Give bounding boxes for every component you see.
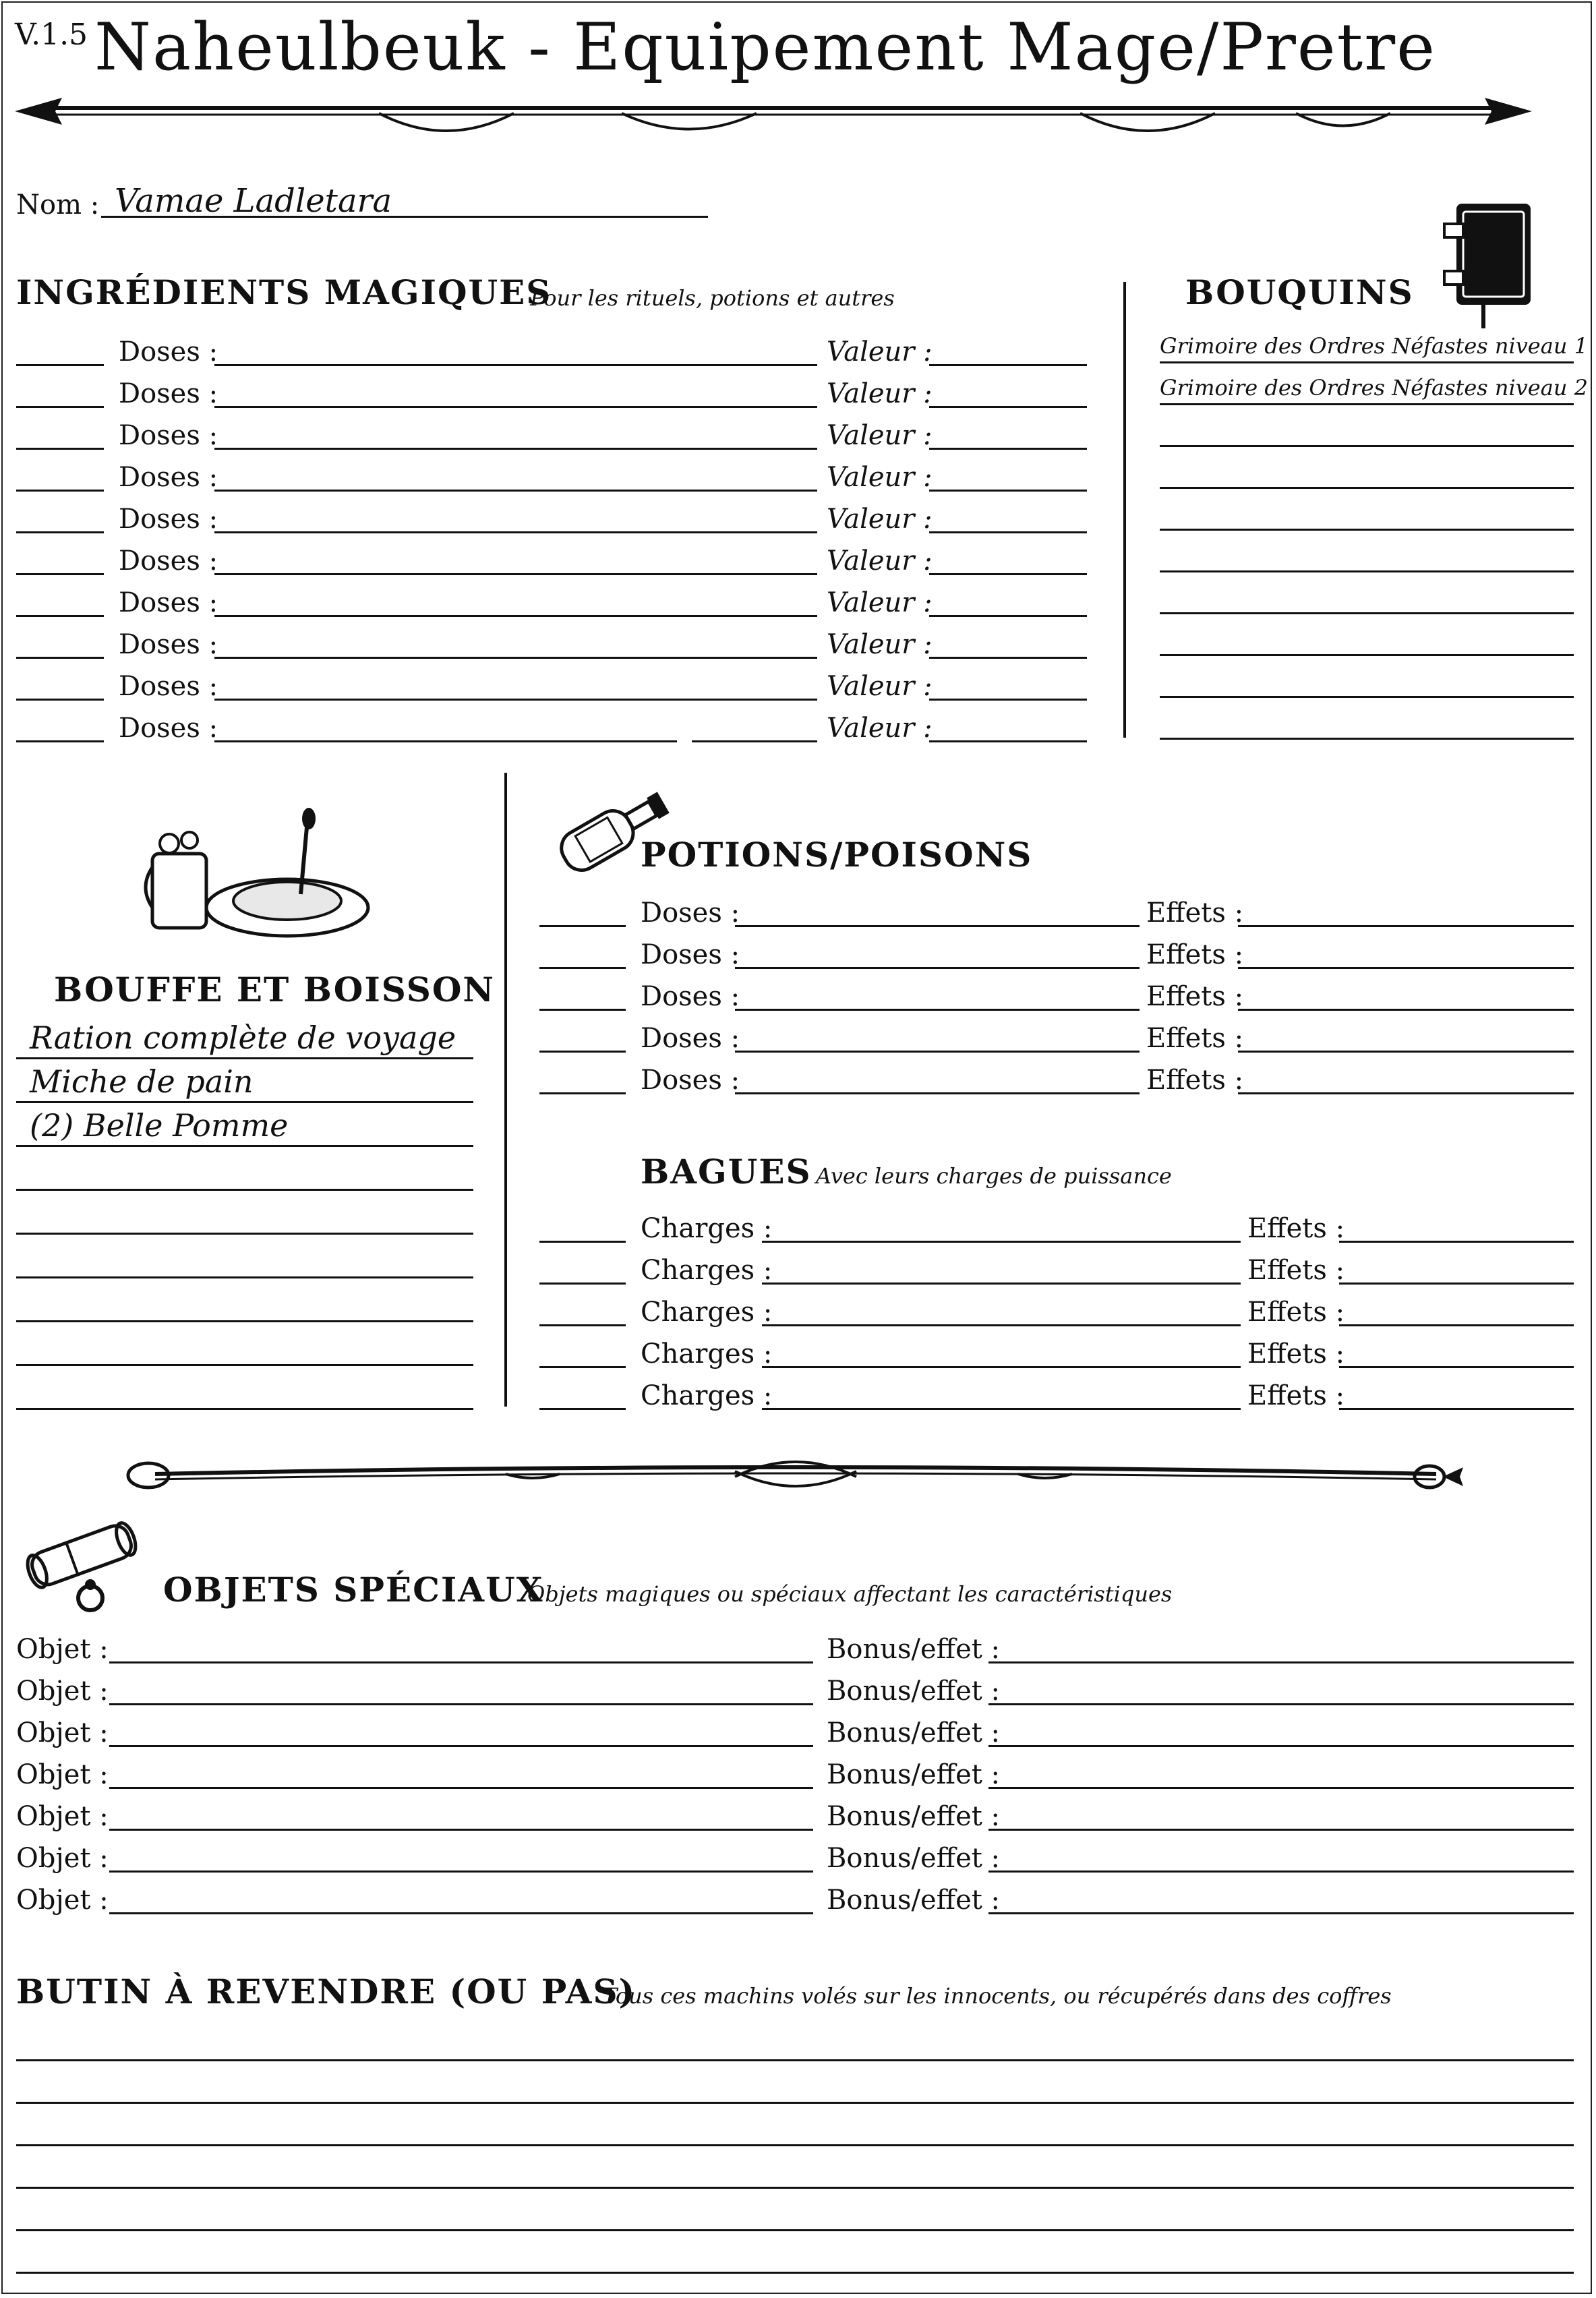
ingredient-doses-label: Doses : [119,378,218,409]
potion-qty-field[interactable] [539,1009,626,1011]
book-icon [1436,197,1544,332]
bouffe-line [16,1408,473,1410]
ingredient-doses-label: Doses : [119,546,218,577]
ingredient-valeur-label: Valeur : [827,713,933,744]
ingredient-valeur-label: Valeur : [827,378,933,409]
butin-title: BUTIN À REVENDRE (OU PAS) [16,1972,637,2011]
potion-doses-label: Doses : [641,939,740,970]
bague-qty-field[interactable] [539,1324,626,1326]
objet-field[interactable] [109,1703,813,1705]
objet-label: Objet : [16,1634,109,1665]
bagues-subtitle: Avec leurs charges de puissance [816,1163,1172,1189]
ingredient-valeur-label: Valeur : [827,671,933,702]
ingredient-qty-field[interactable] [16,531,104,533]
ingredient-name-field[interactable] [214,448,817,450]
bague-effets-label: Effets : [1247,1380,1345,1411]
objet-field[interactable] [109,1829,813,1831]
bague-effets-label: Effets : [1247,1297,1345,1328]
ingredient-doses-label: Doses : [119,462,218,493]
ingredient-valeur-label: Valeur : [827,546,933,577]
potion-qty-field[interactable] [539,1051,626,1053]
bague-name-field[interactable] [762,1283,1241,1285]
ingredient-name-field[interactable] [214,406,817,408]
objet-field[interactable] [109,1870,813,1873]
objet-bonus-field[interactable] [988,1870,1574,1873]
ingredient-qty-field[interactable] [16,406,104,408]
objet-bonus-field[interactable] [988,1912,1574,1914]
ingredient-doses-label: Doses : [119,504,218,535]
bague-charges-label: Charges : [641,1255,773,1286]
ingredient-valeur-field[interactable] [929,531,1087,533]
spear-divider-icon [15,88,1532,148]
bague-name-field[interactable] [762,1324,1241,1326]
bague-name-field[interactable] [762,1241,1241,1243]
ingredient-name-field[interactable] [214,531,817,533]
bague-qty-field[interactable] [539,1241,626,1243]
objet-label: Objet : [16,1759,109,1790]
potion-effets-field[interactable] [1238,1051,1574,1053]
objet-label: Objet : [16,1885,109,1916]
bague-effets-field[interactable] [1339,1408,1574,1410]
ingredient-valeur-field[interactable] [929,406,1087,408]
bouffe-item[interactable]: (2) Belle Pomme [30,1107,289,1144]
potion-name-field[interactable] [735,967,1140,969]
objet-bonus-label: Bonus/effet : [827,1717,1001,1748]
objet-field[interactable] [109,1787,813,1789]
ingredient-qty-field[interactable] [16,657,104,659]
bouquin-line [1160,445,1574,447]
potion-effets-field[interactable] [1238,1009,1574,1011]
bouquin-line [1160,361,1574,363]
ingredient-name-field-2[interactable] [692,740,817,742]
ingredient-doses-label: Doses : [119,336,218,367]
potion-name-field[interactable] [735,1092,1140,1094]
bouquin-line [1160,654,1574,656]
objet-bonus-label: Bonus/effet : [827,1885,1001,1916]
bague-charges-label: Charges : [641,1380,773,1411]
ingredient-qty-field[interactable] [16,740,104,742]
potion-effets-label: Effets : [1146,981,1244,1012]
ingredient-valeur-field[interactable] [929,657,1087,659]
ingredient-valeur-field[interactable] [929,615,1087,617]
name-underline [101,216,708,218]
ingredient-qty-field[interactable] [16,490,104,492]
objet-label: Objet : [16,1843,109,1874]
ingredient-doses-label: Doses : [119,671,218,702]
column-divider-2 [504,773,507,1407]
bague-name-field[interactable] [762,1366,1241,1368]
bouquin-line [1160,738,1574,740]
potion-effets-label: Effets : [1146,939,1244,970]
name-value[interactable]: Vamae Ladletara [115,182,392,220]
potion-name-field[interactable] [735,925,1140,927]
objet-bonus-label: Bonus/effet : [827,1801,1001,1832]
butin-line[interactable] [16,2229,1574,2231]
objet-bonus-field[interactable] [988,1661,1574,1663]
ingredients-subtitle: Pour les rituels, potions et autres [530,285,895,311]
bouquins-title: BOUQUINS [1185,272,1414,312]
staff-divider-icon [128,1447,1463,1501]
food-icon [139,806,375,941]
ingredient-doses-label: Doses : [119,587,218,618]
ingredient-valeur-field[interactable] [929,573,1087,575]
butin-line[interactable] [16,2144,1574,2146]
potions-title: POTIONS/POISONS [641,835,1033,875]
bouquin-line [1160,487,1574,489]
objet-field[interactable] [109,1745,813,1747]
potion-effets-field[interactable] [1238,925,1574,927]
bouffe-line [16,1189,473,1191]
ingredient-doses-label: Doses : [119,629,218,660]
bouffe-line [16,1320,473,1322]
ingredient-name-field[interactable] [214,740,677,742]
potion-qty-field[interactable] [539,1092,626,1094]
ingredient-valeur-label: Valeur : [827,420,933,451]
bague-charges-label: Charges : [641,1338,773,1369]
ingredient-name-field[interactable] [214,490,817,492]
bague-effets-field[interactable] [1339,1241,1574,1243]
objet-bonus-label: Bonus/effet : [827,1759,1001,1790]
ingredient-valeur-field[interactable] [929,490,1087,492]
bouffe-title: BOUFFE ET BOISSON [54,970,496,1009]
bouffe-line [16,1057,473,1059]
objets-subtitle: Objets magiques ou spéciaux affectant les caractéristiques [527,1581,1173,1607]
butin-line[interactable] [16,2272,1574,2274]
objet-bonus-field[interactable] [988,1829,1574,1831]
bouquin-line [1160,529,1574,531]
objet-bonus-label: Bonus/effet : [827,1634,1001,1665]
objet-bonus-field[interactable] [988,1703,1574,1705]
butin-subtitle: Tous ces machins volés sur les innocents, ou récupérés dans des coffres [603,1983,1392,2009]
objet-field[interactable] [109,1661,813,1663]
objet-label: Objet : [16,1676,109,1707]
bague-charges-label: Charges : [641,1213,773,1244]
ingredient-name-field[interactable] [214,573,817,575]
butin-line[interactable] [16,2102,1574,2104]
objets-title: OBJETS SPÉCIAUX [163,1570,544,1610]
bouquin-line [1160,570,1574,572]
objet-bonus-label: Bonus/effet : [827,1843,1001,1874]
bouquin-line [1160,403,1574,405]
ingredient-doses-label: Doses : [119,420,218,451]
ingredient-name-field[interactable] [214,615,817,617]
ingredient-qty-field[interactable] [16,448,104,450]
ingredient-qty-field[interactable] [16,699,104,701]
bouffe-line [16,1233,473,1235]
bague-effets-field[interactable] [1339,1283,1574,1285]
ingredient-doses-label: Doses : [119,713,218,744]
bague-effets-field[interactable] [1339,1366,1574,1368]
butin-line[interactable] [16,2187,1574,2189]
ingredient-valeur-label: Valeur : [827,587,933,618]
potion-doses-label: Doses : [641,1023,740,1054]
bague-effets-label: Effets : [1247,1213,1345,1244]
potion-name-field[interactable] [735,1051,1140,1053]
ingredient-valeur-field[interactable] [929,364,1087,366]
bague-effets-label: Effets : [1247,1255,1345,1286]
bouffe-line [16,1364,473,1366]
ingredients-title: INGRÉDIENTS MAGIQUES [16,272,552,312]
bouquin-line [1160,696,1574,698]
scroll-ring-icon [16,1510,158,1618]
page-title: Naheulbeuk - Equipement Mage/Pretre [94,9,1436,85]
bague-effets-field[interactable] [1339,1324,1574,1326]
ingredient-valeur-label: Valeur : [827,336,933,367]
potion-effets-label: Effets : [1146,1023,1244,1054]
ingredient-valeur-field[interactable] [929,699,1087,701]
ingredient-valeur-field[interactable] [929,740,1087,742]
ingredient-name-field[interactable] [214,364,817,366]
potion-effets-label: Effets : [1146,897,1244,929]
ingredient-valeur-field[interactable] [929,448,1087,450]
column-divider [1123,282,1126,738]
bague-qty-field[interactable] [539,1408,626,1410]
potion-effets-field[interactable] [1238,1092,1574,1094]
potion-effets-label: Effets : [1146,1065,1244,1096]
potion-doses-label: Doses : [641,981,740,1012]
bouffe-line [16,1276,473,1278]
ingredient-valeur-label: Valeur : [827,462,933,493]
potion-name-field[interactable] [735,1009,1140,1011]
potion-effets-field[interactable] [1238,967,1574,969]
bague-name-field[interactable] [762,1408,1241,1410]
bouffe-item[interactable]: Ration complète de voyage [30,1020,456,1056]
ingredient-qty-field[interactable] [16,573,104,575]
bouffe-line [16,1145,473,1147]
potion-doses-label: Doses : [641,1065,740,1096]
bouquin-item[interactable]: Grimoire des Ordres Néfastes niveau 2 [1160,375,1588,401]
potion-qty-field[interactable] [539,967,626,969]
name-label: Nom : [16,189,100,220]
bague-effets-label: Effets : [1247,1338,1345,1369]
potion-doses-label: Doses : [641,897,740,929]
bouffe-item[interactable]: Miche de pain [30,1063,254,1100]
ingredient-valeur-label: Valeur : [827,504,933,535]
bague-qty-field[interactable] [539,1283,626,1285]
objet-label: Objet : [16,1801,109,1832]
objet-field[interactable] [109,1912,813,1914]
bagues-title: BAGUES [641,1152,812,1191]
potion-qty-field[interactable] [539,925,626,927]
bouquin-line [1160,612,1574,614]
bague-qty-field[interactable] [539,1366,626,1368]
ingredient-qty-field[interactable] [16,364,104,366]
ingredient-name-field[interactable] [214,699,817,701]
ingredient-qty-field[interactable] [16,615,104,617]
bague-charges-label: Charges : [641,1297,773,1328]
objet-label: Objet : [16,1717,109,1748]
objet-bonus-field[interactable] [988,1745,1574,1747]
bouffe-line [16,1101,473,1103]
bouquin-item[interactable]: Grimoire des Ordres Néfastes niveau 1 [1160,333,1588,359]
objet-bonus-field[interactable] [988,1787,1574,1789]
ingredient-name-field[interactable] [214,657,817,659]
ingredient-valeur-label: Valeur : [827,629,933,660]
objet-bonus-label: Bonus/effet : [827,1676,1001,1707]
butin-line[interactable] [16,2059,1574,2061]
version-label: V.1.5 [15,18,88,52]
